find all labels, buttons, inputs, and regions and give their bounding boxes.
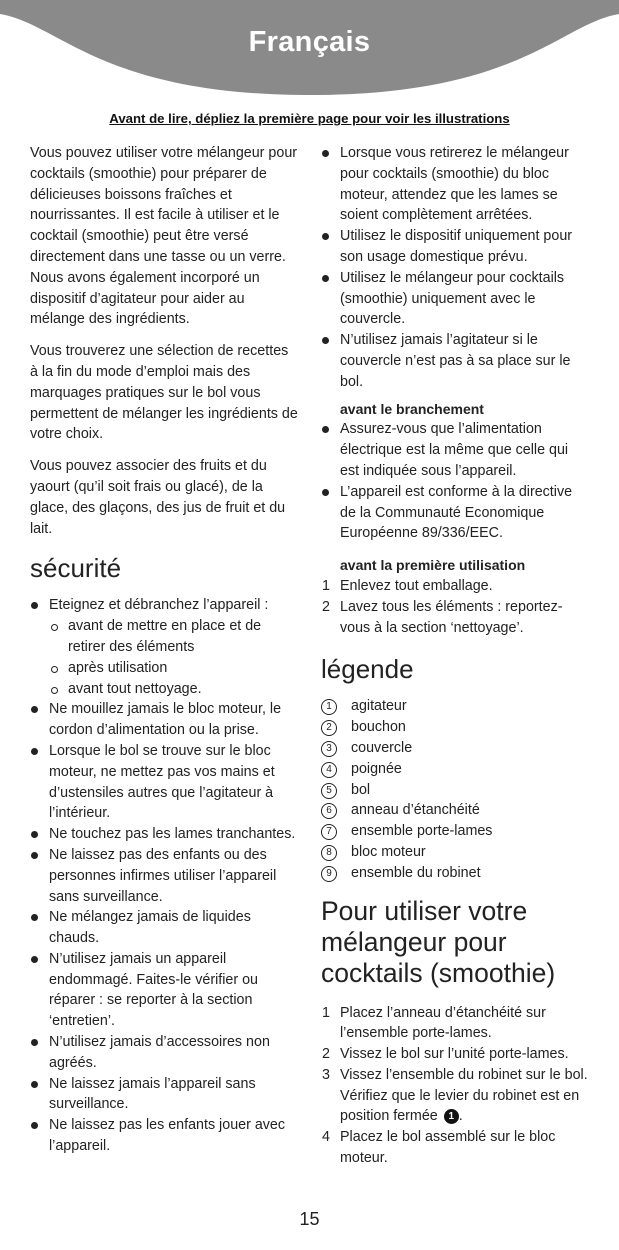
fold-out-notice: Avant de lire, dépliez la première page pour voir les illustrations xyxy=(109,111,510,126)
safety-item: Ne laissez pas des enfants ou des personnes infirmes utiliser l’appareil sans surveillance. xyxy=(30,845,300,907)
legend-item xyxy=(321,780,591,801)
legend-number: 5 xyxy=(321,783,337,799)
safety-item: Utilisez le mélangeur pour cocktails (smoothie) uniquement avec le couvercle. xyxy=(321,268,591,330)
safety-list-continued xyxy=(321,143,591,393)
legend-label: poignée xyxy=(351,760,402,777)
safety-item: Lorsque le bol se trouve sur le bloc moteur, ne mettez pas vos mains et d’ustensiles autres que l’agitateur à l’intérieur. xyxy=(30,741,300,824)
step-text: Vissez le bol sur l’unité porte-lames. xyxy=(340,1046,569,1063)
safety-item: Ne laissez pas les enfants jouer avec l’appareil. xyxy=(30,1115,300,1157)
legend-item xyxy=(321,800,591,821)
before-plugging-item: Assurez-vous que l’alimentation électrique est la même que celle qui est indiquée sous l’appareil. xyxy=(321,419,591,481)
legend-label: bol xyxy=(351,781,371,798)
safety-item: N’utilisez jamais d’accessoires non agréés. xyxy=(30,1032,300,1074)
legend-item xyxy=(321,738,591,759)
step-suffix: . xyxy=(458,1108,463,1125)
legend-label: bloc moteur xyxy=(351,843,426,860)
illustration-reference-badge: 1 xyxy=(444,1109,459,1124)
safety-item: Utilisez le dispositif uniquement pour son usage domestique prévu. xyxy=(321,226,591,268)
legend-number: 2 xyxy=(321,720,337,736)
legend-list xyxy=(321,696,591,883)
legend-item xyxy=(321,842,591,863)
first-use-step xyxy=(321,597,591,639)
legend-label: ensemble du robinet xyxy=(351,864,481,881)
language-title: Français xyxy=(248,26,371,58)
intro-paragraph: Vous pouvez utiliser votre mélangeur pour cocktails (smoothie) pour préparer de délicieuses boissons fraîches et nourrissantes. Il est facile à utiliser et le cocktail (smoothie) peut être versé directement dans une tasse ou un verre. Nous avons également incorporé un dispositif d’agitateur pour aider au mélange des ingrédients. xyxy=(30,145,298,328)
safety-item: Ne touchez pas les lames tranchantes. xyxy=(30,824,300,845)
step-number: 3 xyxy=(322,1066,330,1083)
usage-step xyxy=(321,1003,591,1045)
safety-item: Ne mélangez jamais de liquides chauds. xyxy=(30,907,300,949)
first-use-heading: avant la première utilisation xyxy=(340,557,526,574)
safety-heading: sécurité xyxy=(30,553,122,584)
usage-heading: Pour utiliser votre mélangeur pour cocktails (smoothie) xyxy=(321,895,556,988)
first-use-step xyxy=(321,576,591,597)
legend-item xyxy=(321,821,591,842)
legend-label: bouchon xyxy=(351,719,406,736)
step-number: 1 xyxy=(322,577,330,594)
legend-number: 1 xyxy=(321,699,337,715)
legend-label: agitateur xyxy=(351,698,407,715)
legend-label: anneau d’étanchéité xyxy=(351,802,480,819)
left-column xyxy=(30,143,300,1157)
legend-number: 9 xyxy=(321,866,337,882)
legend-number: 7 xyxy=(321,824,337,840)
legend-item xyxy=(321,717,591,738)
intro-paragraph: Vous trouverez une sélection de recettes à la fin du mode d’emploi mais des marquages pratiques sur le bol vous permettent de mélanger les ingrédients de votre choix. xyxy=(30,343,298,443)
usage-step xyxy=(321,1044,591,1065)
step-text: Vissez l’ensemble du robinet sur le bol. Vérifiez que le levier du robinet est en position fermée xyxy=(340,1066,588,1125)
legend-heading: légende xyxy=(321,654,414,685)
safety-sub-item: avant tout nettoyage. xyxy=(49,679,300,700)
safety-item: Lorsque vous retirerez le mélangeur pour cocktails (smoothie) du bloc moteur, attendez que les lames se soient complètement arrêtées. xyxy=(321,143,591,226)
legend-number: 3 xyxy=(321,741,337,757)
first-use-steps xyxy=(321,576,591,638)
legend-number: 8 xyxy=(321,845,337,861)
step-text: Enlevez tout emballage. xyxy=(340,577,493,594)
safety-item: N’utilisez jamais un appareil endommagé. Faites-le vérifier ou réparer : se reporter à la section ‘entretien’. xyxy=(30,949,300,1032)
safety-sub-item: avant de mettre en place et de retirer des éléments xyxy=(49,616,300,658)
legend-label: ensemble porte-lames xyxy=(351,823,493,840)
before-plugging-list xyxy=(321,419,591,544)
legend-item xyxy=(321,696,591,717)
legend-item xyxy=(321,759,591,780)
before-plugging-item: L’appareil est conforme à la directive de la Communauté Economique Européenne 89/336/EEC. xyxy=(321,482,591,544)
safety-item-text: Eteignez et débranchez l’appareil : xyxy=(49,597,269,614)
step-number: 2 xyxy=(322,1046,330,1063)
safety-sub-item: après utilisation xyxy=(49,658,300,679)
safety-item: Ne laissez jamais l’appareil sans surveillance. xyxy=(30,1074,300,1116)
step-number: 4 xyxy=(322,1129,330,1146)
safety-item: N’utilisez jamais l’agitateur si le couvercle n’est pas à sa place sur le bol. xyxy=(321,330,591,392)
usage-steps xyxy=(321,1003,591,1169)
safety-item xyxy=(30,595,300,699)
before-plugging-heading: avant le branchement xyxy=(340,400,484,417)
legend-item xyxy=(321,863,591,884)
usage-step xyxy=(321,1127,591,1169)
legend-number: 4 xyxy=(321,762,337,778)
step-text: Placez l’anneau d’étanchéité sur l’ensemble porte-lames. xyxy=(340,1004,546,1042)
legend-label: couvercle xyxy=(351,739,413,756)
step-number: 2 xyxy=(322,598,330,615)
safety-list xyxy=(30,595,300,1157)
safety-sub-list xyxy=(49,616,300,699)
right-column xyxy=(321,143,591,1169)
step-number: 1 xyxy=(322,1004,330,1021)
intro-paragraph: Vous pouvez associer des fruits et du yaourt (qu’il soit frais ou glacé), de la glace, des glaçons, des jus de fruit et du lait. xyxy=(30,458,286,537)
step-text: Lavez tous les éléments : reportez-vous à la section ‘nettoyage’. xyxy=(340,598,563,636)
page-number: 15 xyxy=(299,1209,320,1229)
safety-item: Ne mouillez jamais le bloc moteur, le cordon d’alimentation ou la prise. xyxy=(30,699,300,741)
usage-step xyxy=(321,1065,591,1127)
step-text: Placez le bol assemblé sur le bloc moteur. xyxy=(340,1129,556,1167)
legend-number: 6 xyxy=(321,803,337,819)
